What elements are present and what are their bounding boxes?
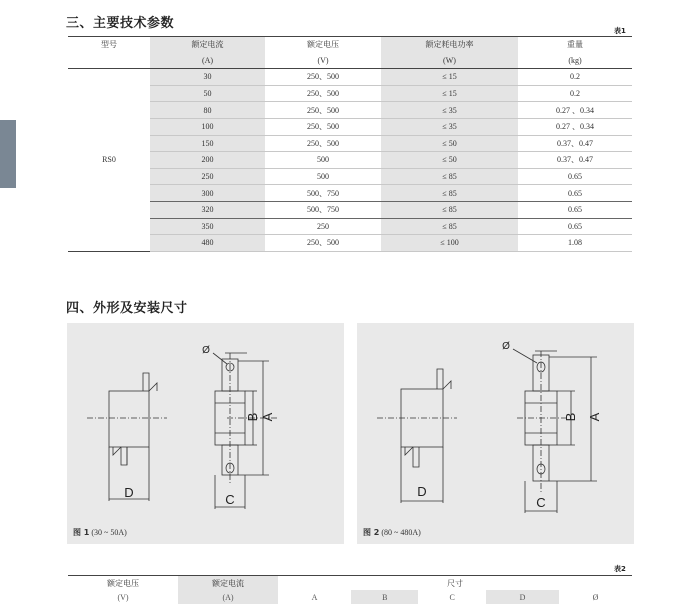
section-title-dimensions: 四、外形及安装尺寸 xyxy=(66,301,188,316)
t2-col-a: A xyxy=(311,592,318,602)
cell-power: ≤ 85 xyxy=(381,201,518,218)
dim-b-label: B xyxy=(245,412,260,422)
dim-phi-label: Ø xyxy=(502,341,510,352)
cell-power: ≤ 15 xyxy=(381,69,518,86)
side-tab xyxy=(0,120,16,188)
cell-current: 350 xyxy=(150,218,265,235)
cell-power: ≤ 85 xyxy=(381,185,518,202)
t2-current-unit: (A) xyxy=(178,590,278,604)
cell-weight: 0.65 xyxy=(518,168,632,185)
cell-weight: 0.2 xyxy=(518,85,632,102)
cell-weight: 0.37、0.47 xyxy=(518,135,632,152)
figure-1 xyxy=(67,323,344,544)
dim-a-label: A xyxy=(260,412,275,422)
dim-d-label: D xyxy=(417,484,427,499)
t2-voltage-unit: (V) xyxy=(117,592,129,602)
section-title-specs: 三、主要技术参数 xyxy=(66,16,175,31)
dim-c-label: C xyxy=(225,492,235,507)
header-model-unit xyxy=(68,53,150,69)
cell-weight: 0.27 、0.34 xyxy=(518,118,632,135)
figure-1-label: 图 1 xyxy=(73,528,90,537)
cell-current: 30 xyxy=(150,69,265,86)
dim-phi-label: Ø xyxy=(202,345,210,356)
cell-voltage: 250、500 xyxy=(265,118,381,135)
cell-power: ≤ 85 xyxy=(381,168,518,185)
cell-weight: 0.37、0.47 xyxy=(518,152,632,169)
header-current-unit: (A) xyxy=(150,53,265,69)
t2-col-phi: Ø xyxy=(592,592,599,602)
t2-header-voltage: 额定电压 xyxy=(107,578,139,588)
header-weight-unit: (kg) xyxy=(518,53,632,69)
cell-voltage: 250 xyxy=(265,218,381,235)
dim-c-label: C xyxy=(536,495,546,510)
cell-weight: 0.27 、0.34 xyxy=(518,102,632,119)
cell-weight: 0.65 xyxy=(518,185,632,202)
cell-power: ≤ 35 xyxy=(381,102,518,119)
cell-current: 320 xyxy=(150,201,265,218)
header-voltage: 额定电压 xyxy=(307,40,339,50)
fuse-drawing-2 xyxy=(357,323,634,544)
cell-voltage: 500、750 xyxy=(265,201,381,218)
t2-header-current: 额定电流 xyxy=(178,576,278,591)
dim-d-label: D xyxy=(124,485,134,500)
dim-b-label: B xyxy=(563,412,578,422)
figure-1-caption xyxy=(73,527,127,538)
cell-voltage: 250、500 xyxy=(265,69,381,86)
cell-current: 200 xyxy=(150,152,265,169)
cell-current: 150 xyxy=(150,135,265,152)
cell-voltage: 500 xyxy=(265,152,381,169)
spec-table xyxy=(68,36,632,252)
header-power: 额定耗电功率 xyxy=(381,37,518,53)
t2-col-d: D xyxy=(486,590,559,604)
t2-col-b: B xyxy=(351,590,418,604)
fuse-drawing-1 xyxy=(67,323,344,544)
t2-col-c: C xyxy=(449,592,455,602)
cell-power: ≤ 50 xyxy=(381,152,518,169)
dim-a-label: A xyxy=(587,412,602,422)
cell-weight: 0.65 xyxy=(518,218,632,235)
cell-voltage: 250、500 xyxy=(265,85,381,102)
t2-header-size: 尺寸 xyxy=(447,578,463,588)
figure-1-range: (30 ~ 50A) xyxy=(91,528,127,537)
cell-current: 250 xyxy=(150,168,265,185)
header-current: 额定电流 xyxy=(150,37,265,53)
cell-voltage: 250、500 xyxy=(265,135,381,152)
cell-current: 100 xyxy=(150,118,265,135)
dimension-table xyxy=(68,575,632,604)
header-weight: 重量 xyxy=(567,40,583,50)
header-power-unit: (W) xyxy=(381,53,518,69)
header-voltage-unit: (V) xyxy=(265,53,381,69)
cell-voltage: 250、500 xyxy=(265,102,381,119)
table2-label: 表2 xyxy=(614,565,626,573)
cell-power: ≤ 85 xyxy=(381,218,518,235)
cell-current: 480 xyxy=(150,235,265,252)
cell-current: 50 xyxy=(150,85,265,102)
cell-current: 300 xyxy=(150,185,265,202)
cell-voltage: 500、750 xyxy=(265,185,381,202)
cell-weight: 0.65 xyxy=(518,201,632,218)
cell-voltage: 250、500 xyxy=(265,235,381,252)
figure-2-range: (80 ~ 480A) xyxy=(381,528,421,537)
cell-power: ≤ 15 xyxy=(381,85,518,102)
figure-2-label: 图 2 xyxy=(363,528,380,537)
cell-power: ≤ 50 xyxy=(381,135,518,152)
cell-weight: 0.2 xyxy=(518,69,632,86)
model-cell: RS0 xyxy=(102,155,116,165)
figure-2 xyxy=(357,323,634,544)
figure-2-caption xyxy=(363,527,421,538)
cell-current: 80 xyxy=(150,102,265,119)
header-model: 型号 xyxy=(101,40,117,50)
cell-voltage: 500 xyxy=(265,168,381,185)
table1-label: 表1 xyxy=(614,27,626,35)
cell-power: ≤ 100 xyxy=(381,235,518,252)
cell-power: ≤ 35 xyxy=(381,118,518,135)
cell-weight: 1.08 xyxy=(518,235,632,252)
